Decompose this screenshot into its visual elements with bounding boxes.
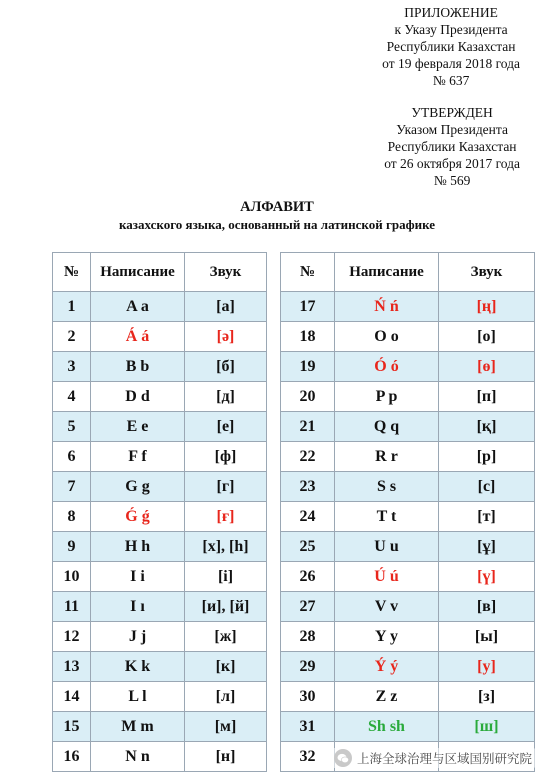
letter-sound: [ұ] <box>439 532 535 562</box>
letter-number: 21 <box>281 412 335 442</box>
letter-spelling: Y y <box>335 622 439 652</box>
letter-sound: [и], [й] <box>185 592 267 622</box>
letter-number: 13 <box>53 652 91 682</box>
letter-spelling: M m <box>91 712 185 742</box>
table-row <box>53 292 535 322</box>
appendix-line: № 637 <box>432 73 470 88</box>
letter-sound: [г] <box>185 472 267 502</box>
watermark <box>330 748 536 768</box>
appendix-line: от 19 февраля 2018 года <box>382 56 520 71</box>
letter-number: 16 <box>53 742 91 772</box>
column-gap <box>267 592 281 622</box>
appendix-line: к Указу Президента <box>394 22 508 37</box>
letter-spelling: V v <box>335 592 439 622</box>
letter-spelling: Á á <box>91 322 185 352</box>
column-gap <box>267 322 281 352</box>
letter-spelling: P p <box>335 382 439 412</box>
table-row <box>53 652 535 682</box>
column-gap <box>267 532 281 562</box>
column-gap <box>267 622 281 652</box>
table-row <box>53 352 535 382</box>
letter-number: 19 <box>281 352 335 382</box>
letter-number: 18 <box>281 322 335 352</box>
letter-spelling: D d <box>91 382 185 412</box>
document-title <box>0 198 554 233</box>
letter-number: 11 <box>53 592 91 622</box>
header-number: № <box>281 253 335 292</box>
column-gap <box>267 352 281 382</box>
letter-number: 27 <box>281 592 335 622</box>
table-row <box>53 712 535 742</box>
letter-number: 15 <box>53 712 91 742</box>
letter-sound: [к] <box>185 652 267 682</box>
letter-sound: [а] <box>185 292 267 322</box>
column-gap <box>267 292 281 322</box>
approved-title: УТВЕРЖДЕН <box>411 105 493 120</box>
letter-spelling: Ń ń <box>335 292 439 322</box>
letter-spelling: Ǵ ǵ <box>91 502 185 532</box>
letter-number: 2 <box>53 322 91 352</box>
letter-spelling: H h <box>91 532 185 562</box>
letter-number: 8 <box>53 502 91 532</box>
letter-number: 4 <box>53 382 91 412</box>
letter-spelling: E e <box>91 412 185 442</box>
column-gap <box>267 682 281 712</box>
letter-number: 3 <box>53 352 91 382</box>
column-gap <box>267 652 281 682</box>
letter-number: 31 <box>281 712 335 742</box>
letter-spelling: Z z <box>335 682 439 712</box>
letter-number: 29 <box>281 652 335 682</box>
table-row <box>53 592 535 622</box>
approved-note <box>384 104 520 189</box>
letter-spelling: Ý ý <box>335 652 439 682</box>
letter-spelling: Sh sh <box>335 712 439 742</box>
column-gap <box>267 382 281 412</box>
table-row <box>53 682 535 712</box>
letter-number: 9 <box>53 532 91 562</box>
table-row <box>53 322 535 352</box>
table-header-row <box>53 253 535 292</box>
wechat-icon <box>334 749 352 767</box>
alphabet-table <box>52 252 535 772</box>
table-row <box>53 442 535 472</box>
table-row <box>53 562 535 592</box>
table-row <box>53 472 535 502</box>
header-number: № <box>53 253 91 292</box>
letter-sound: [л] <box>185 682 267 712</box>
watermark-text: 上海全球治理与区域国别研究院 <box>357 751 533 766</box>
letter-number: 12 <box>53 622 91 652</box>
letter-sound: [с] <box>439 472 535 502</box>
letter-number: 7 <box>53 472 91 502</box>
letter-spelling: Ú ú <box>335 562 439 592</box>
letter-number: 32 <box>281 742 335 772</box>
letter-spelling: S s <box>335 472 439 502</box>
letter-number: 17 <box>281 292 335 322</box>
letter-number: 24 <box>281 502 335 532</box>
appendix-line: Республики Казахстан <box>386 39 516 54</box>
letter-number: 25 <box>281 532 335 562</box>
letter-spelling: A a <box>91 292 185 322</box>
letter-sound: [т] <box>439 502 535 532</box>
letter-spelling: G g <box>91 472 185 502</box>
letter-sound: [ө] <box>439 352 535 382</box>
letter-sound: [р] <box>439 442 535 472</box>
header-spelling: Написание <box>91 253 185 292</box>
letter-spelling: N n <box>91 742 185 772</box>
letter-sound: [ш] <box>439 712 535 742</box>
letter-number: 30 <box>281 682 335 712</box>
letter-number: 22 <box>281 442 335 472</box>
table-row <box>53 412 535 442</box>
letter-spelling: Q q <box>335 412 439 442</box>
column-gap <box>267 442 281 472</box>
letter-sound: [ы] <box>439 622 535 652</box>
table-row <box>53 532 535 562</box>
letter-sound: [ж] <box>185 622 267 652</box>
letter-spelling: Ó ó <box>335 352 439 382</box>
letter-sound: [м] <box>185 712 267 742</box>
header-sound: Звук <box>185 253 267 292</box>
table-body <box>53 292 535 772</box>
title-sub: казахского языка, основанный на латинской графике <box>118 217 436 232</box>
column-gap <box>267 472 281 502</box>
letter-spelling: B b <box>91 352 185 382</box>
appendix-note <box>382 4 520 89</box>
approved-line: Республики Казахстан <box>387 139 517 154</box>
letter-sound: [у] <box>439 652 535 682</box>
letter-number: 23 <box>281 472 335 502</box>
letter-sound: [і] <box>185 562 267 592</box>
letter-spelling: O o <box>335 322 439 352</box>
letter-sound: [ң] <box>439 292 535 322</box>
letter-spelling: T t <box>335 502 439 532</box>
header-sound: Звук <box>439 253 535 292</box>
letter-spelling: U u <box>335 532 439 562</box>
letter-sound: [б] <box>185 352 267 382</box>
letter-sound: [о] <box>439 322 535 352</box>
column-gap <box>267 502 281 532</box>
letter-spelling: I i <box>91 562 185 592</box>
letter-spelling: J j <box>91 622 185 652</box>
letter-sound: [е] <box>185 412 267 442</box>
letter-sound: [ү] <box>439 562 535 592</box>
letter-sound: [х], [h] <box>185 532 267 562</box>
letter-number: 20 <box>281 382 335 412</box>
letter-sound: [п] <box>439 382 535 412</box>
table-row <box>53 382 535 412</box>
column-gap <box>267 562 281 592</box>
title-main: АЛФАВИТ <box>240 199 314 215</box>
header-spelling: Написание <box>335 253 439 292</box>
letter-sound: [ғ] <box>185 502 267 532</box>
letter-sound: [д] <box>185 382 267 412</box>
column-gap <box>267 412 281 442</box>
letter-number: 28 <box>281 622 335 652</box>
letter-number: 6 <box>53 442 91 472</box>
table-row <box>53 502 535 532</box>
letter-number: 5 <box>53 412 91 442</box>
table-row <box>53 622 535 652</box>
approved-line: Указом Президента <box>396 122 508 137</box>
letter-spelling: L l <box>91 682 185 712</box>
letter-spelling: R r <box>335 442 439 472</box>
letter-sound: [ә] <box>185 322 267 352</box>
letter-sound: [н] <box>185 742 267 772</box>
letter-sound: [ф] <box>185 442 267 472</box>
approved-line: от 26 октября 2017 года <box>384 156 520 171</box>
letter-spelling: F f <box>91 442 185 472</box>
column-gap <box>267 712 281 742</box>
approved-line: № 569 <box>433 173 471 188</box>
column-gap <box>267 742 281 772</box>
letter-number: 1 <box>53 292 91 322</box>
letter-number: 10 <box>53 562 91 592</box>
letter-number: 14 <box>53 682 91 712</box>
letter-sound: [қ] <box>439 412 535 442</box>
letter-sound: [в] <box>439 592 535 622</box>
letter-number: 26 <box>281 562 335 592</box>
letter-spelling: K k <box>91 652 185 682</box>
appendix-title: ПРИЛОЖЕНИЕ <box>404 5 498 20</box>
letter-spelling: I ı <box>91 592 185 622</box>
column-gap <box>267 253 281 292</box>
letter-sound: [з] <box>439 682 535 712</box>
